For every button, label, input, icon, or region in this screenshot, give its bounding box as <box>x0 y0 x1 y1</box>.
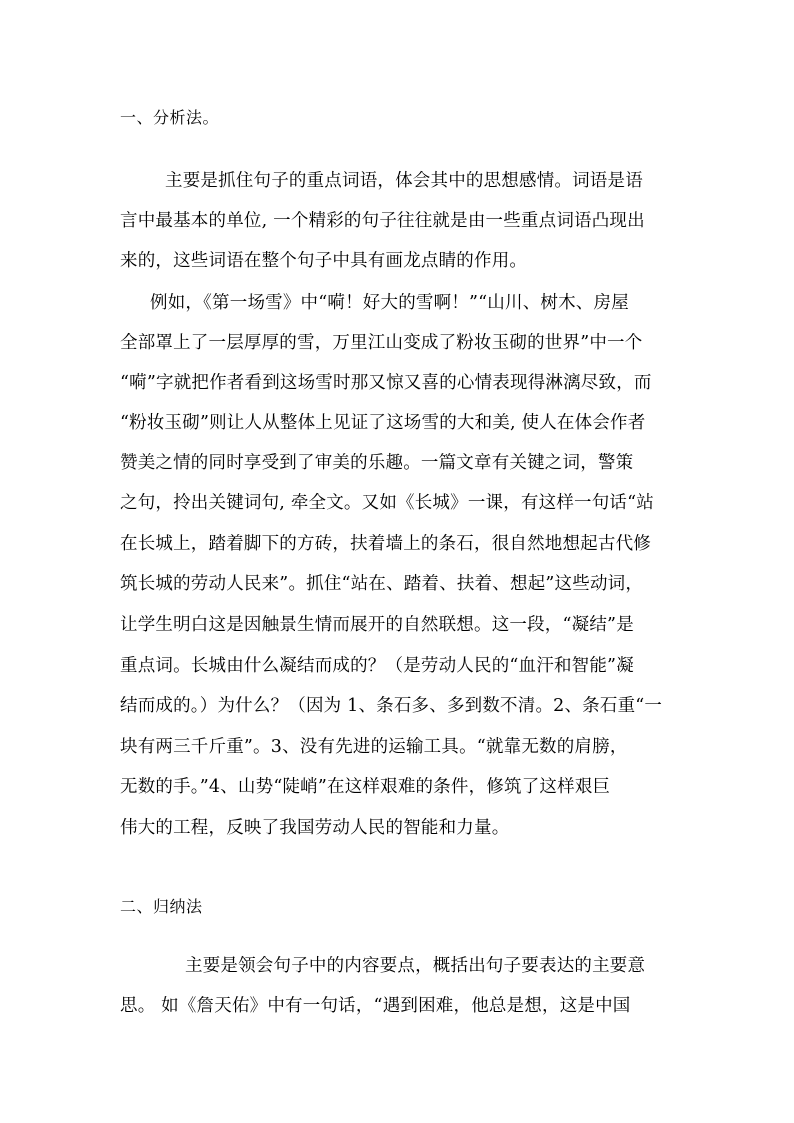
paragraph-line: 无数的手。”4、山势“陡峭”在这样艰难的条件，修筑了这样艰巨 <box>120 777 611 797</box>
paragraph-line: 全部罩上了一层厚厚的雪，万里江山变成了粉妆玉砌的世界”中一个 <box>120 333 643 353</box>
paragraph-line: 赞美之情的同时享受到了审美的乐趣。一篇文章有关键之词，警策 <box>120 453 634 473</box>
paragraph-line: 主要是抓住句子的重点词语，体会其中的思想感情。词语是语 <box>165 171 643 191</box>
paragraph-line: 重点词。长城由什么凝结而成的？（是劳动人民的“血汗和智能”凝 <box>120 656 634 676</box>
paragraph-line: 结而成的。）为什么？（因为 1、条石多、多到数不清。2、条石重“一 <box>120 696 663 716</box>
paragraph-line: 块有两三千斤重”。3、没有先进的运输工具。“就靠无数的肩膀， <box>120 737 628 757</box>
paragraph-line: 让学生明白这是因触景生情而展开的自然联想。这一段，“凝结”是 <box>120 615 634 635</box>
paragraph-line: 言中最基本的单位, 一个精彩的句子往往就是由一些重点词语凸现出 <box>120 211 645 231</box>
paragraph-line: 在长城上，踏着脚下的方砖，扶着墙上的条石，很自然地想起古代修 <box>120 534 651 554</box>
paragraph-line: 之句，拎出关键词句, 牵全文。又如《长城》一课，有这样一句话“站 <box>120 493 654 513</box>
paragraph-line: “粉妆玉砌”则让人从整体上见证了这场雪的大和美, 使人在体会作者 <box>120 413 646 433</box>
paragraph-line: “嗬”字就把作者看到这场雪时那又惊又喜的心情表现得淋漓尽致，而 <box>120 373 652 393</box>
paragraph-line: 思。 如《詹天佑》中有一句话，“遇到困难，他总是想，这是中国 <box>120 996 631 1016</box>
paragraph-line: 筑长城的劳动人民来”。抓住“站在、踏着、扶着、想起”这些动词， <box>120 574 644 594</box>
section-heading: 一、分析法。 <box>120 108 220 127</box>
paragraph-line: 来的，这些词语在整个句子中具有画龙点睛的作用。 <box>120 251 528 271</box>
section-heading: 二、归纳法 <box>120 897 203 916</box>
paragraph-line: 伟大的工程，反映了我国劳动人民的智能和力量。 <box>120 818 510 838</box>
paragraph-line: 主要是领会句子中的内容要点，概括出句子要表达的主要意 <box>185 956 646 976</box>
paragraph-line: 例如，《第一场雪》中“嗬！好大的雪啊！”“山川、树木、房屋 <box>150 293 629 313</box>
